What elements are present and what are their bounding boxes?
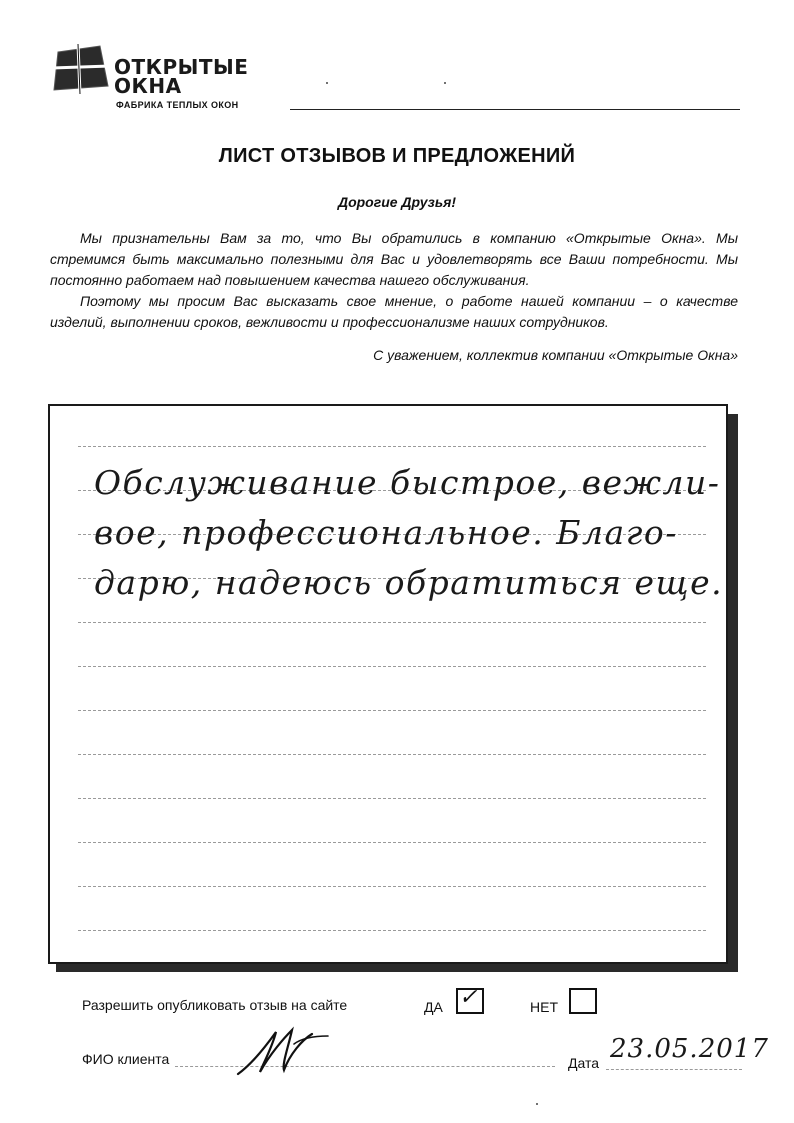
greeting: Дорогие Друзья! xyxy=(337,194,457,210)
handwritten-comment xyxy=(94,458,724,608)
publish-permission-label: Разрешить опубликовать отзыв на сайте xyxy=(82,997,348,1013)
page-title: ЛИСТ ОТЗЫВОВ И ПРЕДЛОЖЕНИЙ xyxy=(218,145,576,167)
checkmark-icon: ✓ xyxy=(459,985,478,1010)
client-name-label: ФИО клиента xyxy=(82,1051,170,1067)
comment-line: Обслуживание быстрое, вежли- xyxy=(94,463,721,502)
logo-tagline: ФАБРИКА ТЕПЛЫХ ОКОН xyxy=(116,100,239,110)
logo-wordmark xyxy=(114,55,249,98)
scan-speck xyxy=(536,1103,538,1105)
intro-paragraph-2: Поэтому мы просим Вас высказать свое мнение, о работе нашей компании – о качестве изделий, выполнении сроков, вежливости и профессионализме наших сотрудников. xyxy=(50,293,738,330)
intro-paragraph-1: Мы признательны Вам за то, что Вы обратились в компанию «Открытые Окна». Мы стремимся быть максимально полезными для Вас и удовлетворять все Ваши потребности. Мы постоянно работаем над повышением качества нашего обслуживания. xyxy=(50,230,738,288)
ruled-line xyxy=(78,886,706,887)
yes-label: ДА xyxy=(424,999,443,1015)
scan-speck xyxy=(326,82,328,84)
logo-line-2: ОКНА xyxy=(114,74,182,98)
ruled-line xyxy=(78,710,706,711)
scan-speck xyxy=(444,82,446,84)
no-label: НЕТ xyxy=(530,999,558,1015)
comment-line: вое, профессиональное. Благо- xyxy=(94,513,678,552)
ruled-line xyxy=(78,842,706,843)
ruled-line xyxy=(78,754,706,755)
comment-line: дарю, надеюсь обратиться еще. xyxy=(94,563,724,602)
logo-window-icon xyxy=(50,44,112,94)
ruled-line xyxy=(78,666,706,667)
no-checkbox[interactable] xyxy=(569,988,597,1014)
ruled-line xyxy=(78,930,706,931)
date-field[interactable] xyxy=(606,1069,742,1070)
comment-box[interactable] xyxy=(48,404,728,964)
company-signature: С уважением, коллектив компании «Открытые Окна» xyxy=(373,347,738,363)
header-divider xyxy=(290,109,740,110)
intro-text xyxy=(50,228,738,333)
ruled-line xyxy=(78,446,706,447)
date-label: Дата xyxy=(568,1055,600,1071)
date-value: 23.05.2017 xyxy=(610,1034,769,1064)
ruled-line xyxy=(78,622,706,623)
ruled-line xyxy=(78,798,706,799)
signature-scribble xyxy=(232,1024,342,1078)
logo-line-1: ОТКРЫТЫЕ xyxy=(114,55,249,79)
